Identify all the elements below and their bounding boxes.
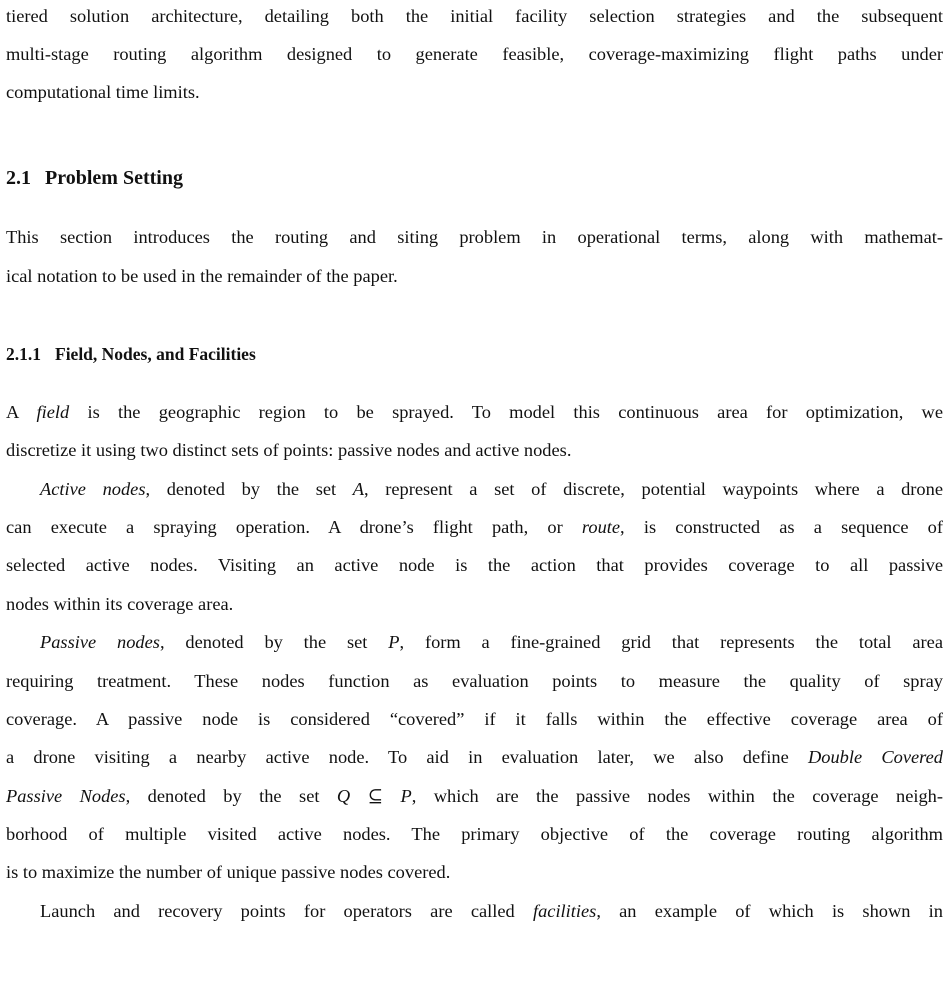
section-title: Problem Setting [45,167,183,189]
text-run: , which are the passive nodes within the coverage neigh- [411,786,944,806]
text-run: Launch and recovery points for operators are called [40,901,533,921]
passive-paragraph-line-7: is to maximize the number of unique passive nodes covered. [6,862,451,882]
term-active-nodes: Active nodes [40,479,146,499]
facilities-paragraph-line-1 [40,900,943,922]
text-run: can execute a spraying operation. A drone’s flight path, or [6,517,582,537]
field-paragraph-line-1 [6,401,943,423]
section-paragraph-line-2: ical notation to be used in the remainder of the paper. [6,266,398,286]
text-run: a drone visiting a nearby active node. To aid in evaluation later, we also define [6,747,808,767]
subsection-title: Field, Nodes, and Facilities [55,344,256,364]
math-symbol-a: A [352,479,365,499]
term-passive-nodes-2: Passive Nodes [6,786,126,806]
text-run: , an example of which is shown in [596,901,943,921]
math-symbol-p: P [388,632,400,652]
intro-line-2: multi-stage routing algorithm designed to generate feasible, coverage-maximizing flight paths under [6,44,943,64]
text-run: , denoted by the set [159,632,389,652]
section-paragraph-line-1: This section introduces the routing and siting problem in operational terms, along with mathemat- [6,227,943,247]
text-run: A [6,402,37,422]
text-run: , denoted by the set [125,786,337,806]
section-heading [6,166,183,190]
active-paragraph-line-4: nodes within its coverage area. [6,594,234,614]
passive-paragraph-line-5 [6,785,943,807]
passive-paragraph-line-3: coverage. A passive node is considered “covered” if it falls within the effective coverage area of [6,709,943,729]
passive-paragraph-line-1 [40,631,943,653]
field-paragraph-line-2: discretize it using two distinct sets of points: passive nodes and active nodes. [6,440,572,460]
text-run: , is constructed as a sequence of [620,517,943,537]
subsection-number: 2.1.1 [6,344,41,364]
subsection-heading [6,343,256,365]
text-run: is the geographic region to be sprayed. To model this continuous area for optimization, we [69,402,943,422]
passive-paragraph-line-6: borhood of multiple visited active nodes. The primary objective of the coverage routing algorithm [6,824,943,844]
text-run: , represent a set of discrete, potential waypoints where a drone [364,479,943,499]
passive-paragraph-line-2: requiring treatment. These nodes function as evaluation points to measure the quality of spray [6,671,943,691]
active-paragraph-line-2 [6,516,943,538]
intro-line-1: tiered solution architecture, detailing both the initial facility selection strategies and the subsequent [6,6,943,26]
passive-paragraph-line-4 [6,746,943,768]
text-run: , denoted by the set [145,479,353,499]
term-facilities: facilities [532,901,597,921]
term-double-covered: Double Covered [808,747,943,767]
term-route: route [581,517,621,537]
section-number: 2.1 [6,167,31,189]
text-run: , form a fine-grained grid that represents the total area [399,632,943,652]
term-passive-nodes: Passive nodes [40,632,160,652]
active-paragraph-line-1 [40,478,943,500]
math-symbol-q-subset-p: Q ⊆ P [336,786,412,806]
term-field: field [36,402,70,422]
active-paragraph-line-3: selected active nodes. Visiting an active node is the action that provides coverage to all passive [6,555,943,575]
intro-line-3: computational time limits. [6,82,200,102]
